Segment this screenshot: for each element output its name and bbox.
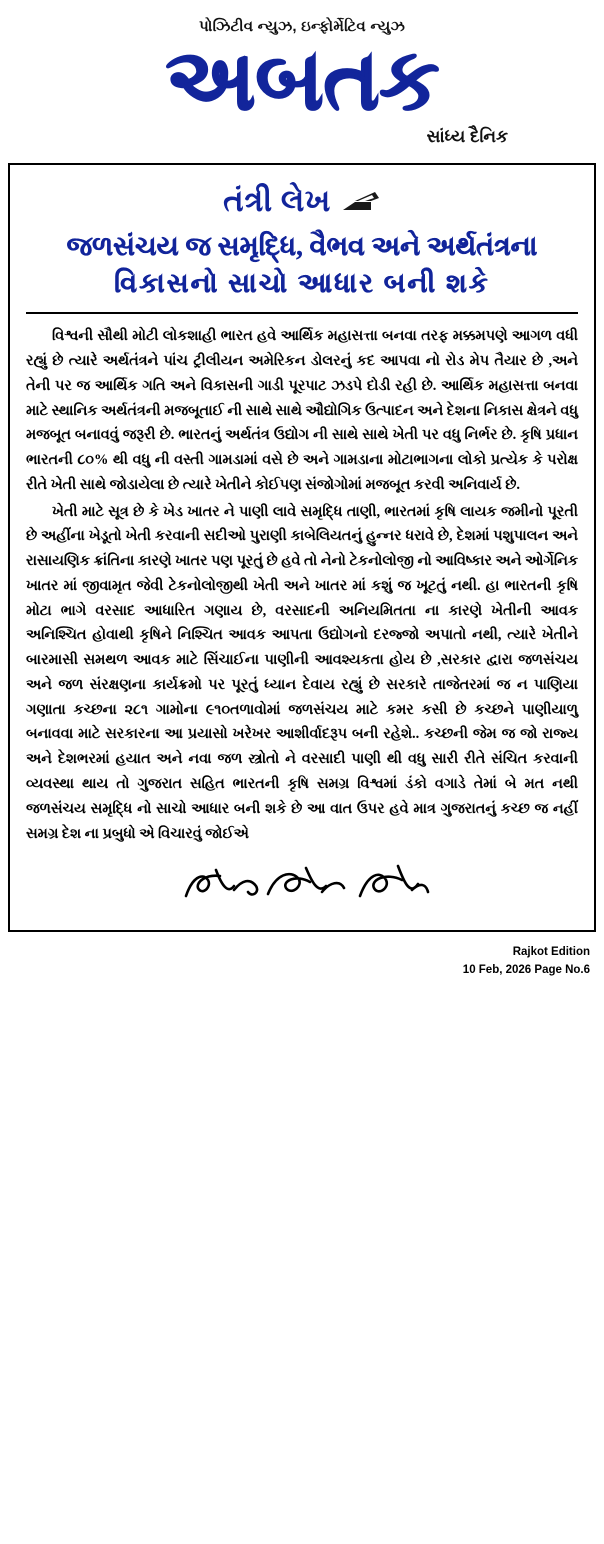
masthead-logo — [165, 32, 439, 128]
article-paragraph: ખેતી માટે સૂત્ર છે કે ખેડ ખાતર ને પાણી લાવે સમૃદ્ધિ તાણી, ભારતમાં કૃષિ લાયક જમીનો પૂરતી છે અહીંના ખેડૂતો ખેતી કરવાની સદીઓ પુરાણી કાબેલિયતનું હુન્નર ધરાવે છે, દેશમાં પશુપાલન અને રાસાયણિક ક્રાંતિના કારણે ખાતર પણ પૂરતું છે હવે તો નેનો ટેકનોલોજી નો આવિષ્કાર અને ઓર્ગેનિક ખાતર માં જીવામૃત જેવી ટેકનોલોજીથી ખેતી અને ખાતર માં કશું જ ખૂટતું નથી. હા ભારતની કૃષિ મોટા ભાગે વરસાદ આધારિત ગણાય છે, વરસાદની અનિયમિતતા ના કારણે ખેતીની આવક અનિશ્ચિત હોવાથી કૃષિને નિશ્ચિત આવક આપતા ઉદ્યોગનો દરજ્જો અપાતો નથી, ત્યારે ખેતીને બારમાસી સમથળ આવક માટે સિંચાઈના પાણીની આવશ્યકતા હોય છે ,સરકાર દ્વારા જળસંચય અને જળ સંરક્ષણના કાર્યક્રમો પર પૂરતું ધ્યાન દેવાય રહ્યું છે સરકારે તાજેતરમાં જ ન પાણિયા ગણાતા કચ્છના ૨૮૧ ગામોના ૯૧૦તળાવોમાં જળસંચય માટે કમર કસી છે કચ્છને પાણીયાળુ બનાવવા માટે સરકારના આ પ્રયાસો ખરેખર આશીર્વાદરૂપ બની રહેશે.. કચ્છની જેમ જ જો રાજ્ય અને દેશભરમાં હયાત અને નવા જળ સ્ત્રોતો ને વરસાદી પાણી થી વધુ સારી રીતે સંચિત કરવાની વ્યવસ્થા થાય તો ગુજરાત સહિત ભારતની કૃષિ સમગ્ર વિશ્વમાં ડંકો વગાડે તેમાં બે મત નથી જળસંચય સમૃદ્ધિ નો સાચો આધાર બની શકે છે આ વાત ઉપર હવે માત્ર ગુજરાતનું કચ્છ જ નહીં સમગ્ર દેશ ના પ્રબુધો એ વિચારવું જોઈએ — [26, 503, 578, 842]
masthead-tagline-top: પોઝિટીવ ન્યુઝ, ઇન્ફોર્મેટિવ ન્યુઝ — [198, 18, 406, 35]
masthead-logo-text: અબતક — [165, 32, 439, 128]
editor-signature — [26, 856, 578, 912]
article-headline — [28, 228, 576, 303]
headline-line-1: જળસંચય જ સમૃદ્ધિ, વૈભવ અને અર્થતંત્રના — [66, 230, 538, 261]
section-heading-label: તંત્રી લેખ — [223, 182, 331, 218]
masthead — [0, 0, 604, 153]
footer-date-page: 10 Feb, 2026 Page No.6 — [462, 963, 590, 976]
masthead-tagline-bottom: સાંધ્ય દૈનિક — [426, 126, 508, 146]
headline-divider — [26, 312, 578, 314]
article-body — [26, 324, 578, 846]
headline-line-2: વિકાસનો સાચો આધાર બની શકે — [114, 267, 490, 298]
footer-edition: Rajkot Edition — [512, 946, 590, 959]
article-container — [8, 163, 596, 933]
editorial-pen-nib-icon — [341, 189, 381, 213]
article-paragraph: વિશ્વની સૌથી મોટી લોકશાહી ભારત હવે આર્થિક મહાસત્તા બનવા તરફ મક્કમપણે આગળ વધી રહ્યું છે ત્યારે અર્થતંત્રને પાંચ ટ્રીલીયન અમેરિકન ડોલરનું કદ આપવા નો રોડ મેપ તૈયાર છે ,અને તેની પર જ આર્થિક ગતિ અને વિકાસની ગાડી પૂરપાટ ઝડપે દોડી રહી છે. આર્થિક મહાસત્તા બનવા માટે સ્થાનિક અર્થતંત્રની મજબૂતાઈ ની સાથે સાથે ઔદ્યોગિક ઉત્પાદન અને દેશના નિકાસ ક્ષેત્રને વધુ મજબૂત બનાવવું જરૂરી છે. ભારતનું અર્થતંત્ર ઉદ્યોગ ની સાથે સાથે ખેતી પર વધુ નિર્ભર છે. કૃષિ પ્રધાન ભારતની ૮૦% થી વધુ ની વસ્તી ગામડામાં વસે છે અને ગામડાના મોટાભાગના લોકો પ્રત્યેક કે પરોક્ષ રીતે ખેતી સાથે જોડાયેલા છે ત્યારે ખેતીને કોઈપણ સંજોગોમાં મજબૂત કરવી અનિવાર્ય છે. — [26, 328, 578, 493]
section-heading — [26, 183, 578, 220]
page-footer — [0, 938, 604, 993]
